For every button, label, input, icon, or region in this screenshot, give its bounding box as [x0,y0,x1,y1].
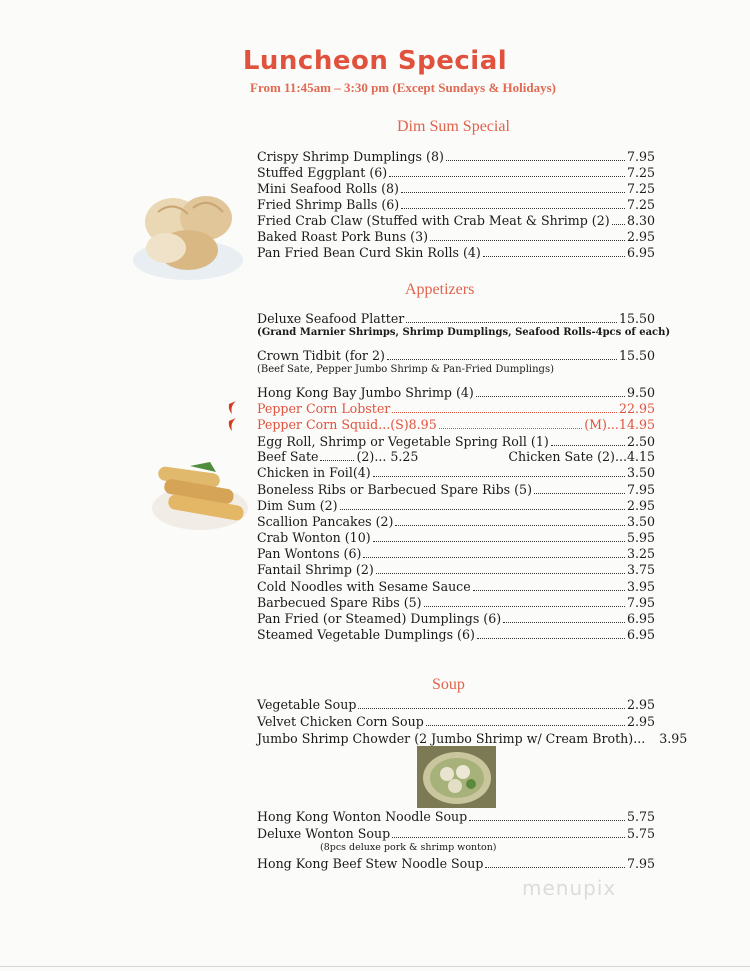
item-note: (Beef Sate, Pepper Jumbo Shrimp & Pan-Fried Dumplings) [257,364,554,375]
wonton-soup-photo [417,746,496,808]
menu-item: Deluxe Seafood Platter 15.50 [257,311,655,326]
menu-item: Hong Kong Bay Jumbo Shrimp (4) 9.50 [257,385,655,400]
menu-item: Hong Kong Wonton Noodle Soup 5.75 [257,809,655,824]
menu-item: Pan Fried Bean Curd Skin Rolls (4) 6.95 [257,245,655,260]
item-note: (Grand Marnier Shrimps, Shrimp Dumplings, Seafood Rolls-4pcs of each) [257,327,671,338]
menu-item: Boneless Ribs or Barbecued Spare Ribs (5) 7.95 [257,482,655,497]
menu-item-spicy: Pepper Corn Lobster 22.95 [257,401,655,416]
dumplings-photo [128,172,248,284]
menu-item-spicy: Pepper Corn Squid...(S)8.95 (M)...14.95 [257,417,655,432]
menu-item: Fried Crab Claw (Stuffed with Crab Meat & Shrimp (2) 8.30 [257,213,655,228]
menu-item: Crispy Shrimp Dumplings (8) 7.95 [257,149,655,164]
menu-item: Crown Tidbit (for 2) 15.50 [257,348,655,363]
menu-item: Crab Wonton (10) 5.95 [257,530,655,545]
menu-item: Egg Roll, Shrimp or Vegetable Spring Roll (1) 2.50 [257,434,655,449]
menu-item: Fried Shrimp Balls (6) 7.25 [257,197,655,212]
item-note: (8pcs deluxe pork & shrimp wonton) [320,842,497,853]
spring-rolls-photo [150,458,250,532]
menu-item: Vegetable Soup 2.95 [257,697,655,712]
menu-item: Scallion Pancakes (2) 3.50 [257,514,655,529]
appetizers-heading: Appetizers [405,281,475,298]
page-title: Luncheon Special [242,46,508,76]
menu-item: Velvet Chicken Corn Soup 2.95 [257,714,655,729]
menu-item: Stuffed Eggplant (6) 7.25 [257,165,655,180]
hours-subtitle: From 11:45am – 3:30 pm (Except Sundays & Holidays) [250,80,556,95]
soup-heading: Soup [432,676,465,693]
menu-item: Hong Kong Beef Stew Noodle Soup 7.95 [257,856,655,871]
menu-item: Mini Seafood Rolls (8) 7.25 [257,181,655,196]
menu-item: Barbecued Spare Ribs (5) 7.95 [257,595,655,610]
menu-item: Jumbo Shrimp Chowder (2 Jumbo Shrimp w/ Cream Broth)... 3.95 [257,731,688,746]
menu-item-split: Beef Sate (2)... 5.25 Chicken Sate (2)... 4.15 [257,449,655,464]
menu-item: Chicken in Foil(4) 3.50 [257,465,655,480]
menu-item: Pan Fried (or Steamed) Dumplings (6) 6.95 [257,611,655,626]
menu-item: Dim Sum (2) 2.95 [257,498,655,513]
menu-item: Pan Wontons (6) 3.25 [257,546,655,561]
menu-item: Deluxe Wonton Soup 5.75 [257,826,655,841]
menu-item: Steamed Vegetable Dumplings (6) 6.95 [257,627,655,642]
menu-item: Fantail Shrimp (2) 3.75 [257,562,655,577]
chili-pepper-icon [226,400,240,434]
menu-item: Cold Noodles with Sesame Sauce 3.95 [257,579,655,594]
page-divider [0,966,750,967]
menu-item: Baked Roast Pork Buns (3) 2.95 [257,229,655,244]
dim-sum-heading: Dim Sum Special [397,118,510,135]
menupix-watermark: menupix [522,876,617,900]
